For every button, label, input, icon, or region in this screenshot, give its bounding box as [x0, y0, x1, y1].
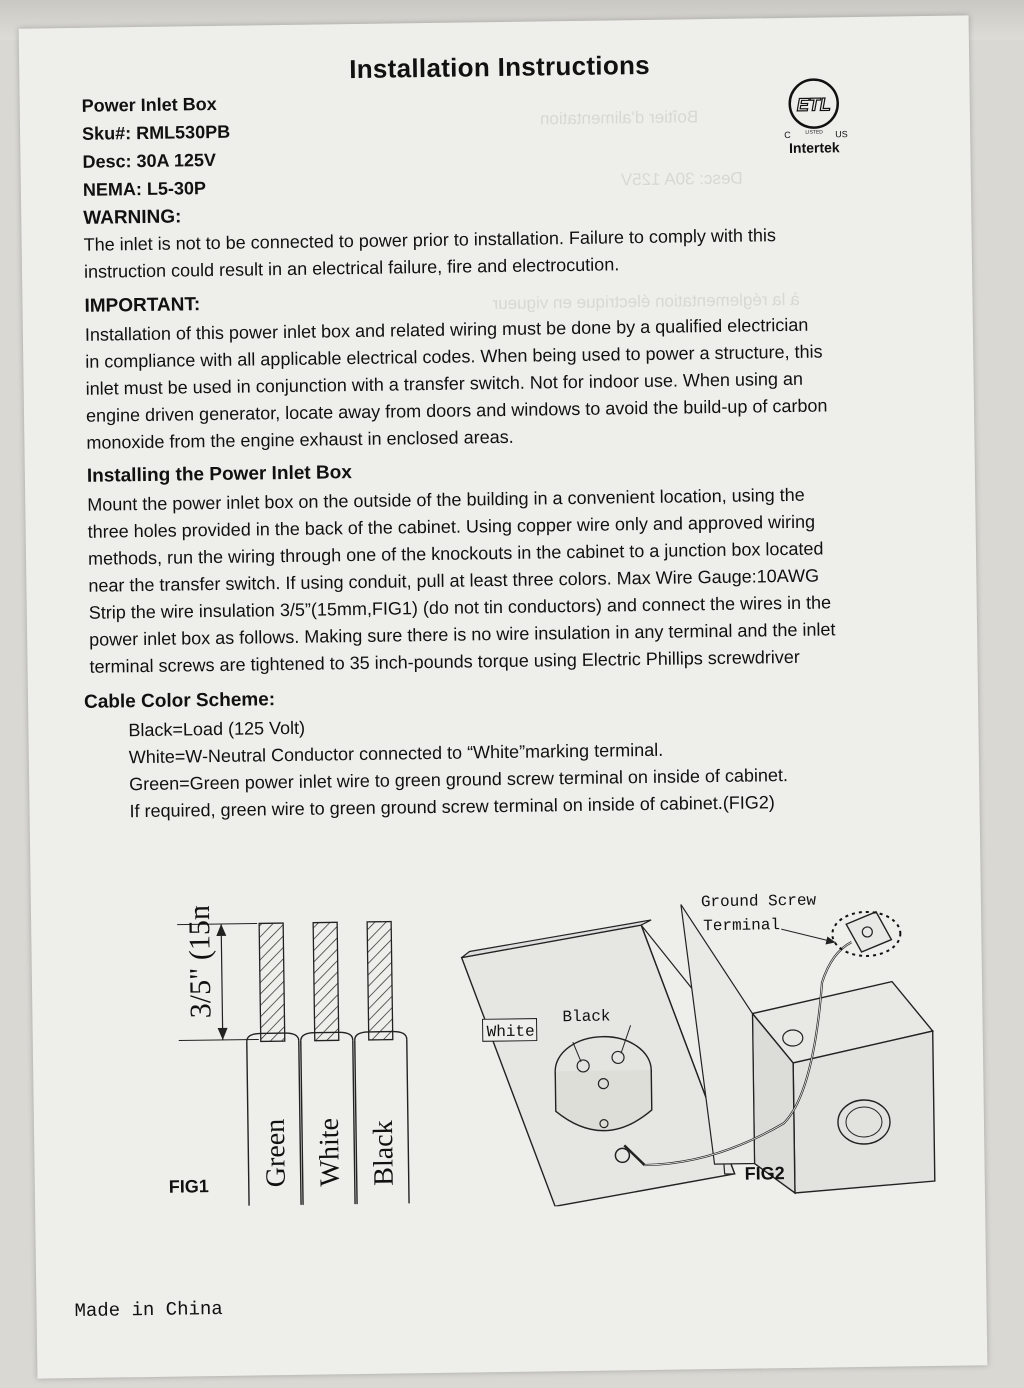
dimension-arrow-line [221, 924, 223, 1040]
cable-scheme-line: Black=Load (125 Volt) [128, 717, 306, 741]
intertek-label: Intertek [788, 139, 840, 156]
installing-text [87, 481, 836, 680]
instruction-sheet [19, 15, 988, 1378]
ground-screw-label: Ground Screw [700, 891, 817, 912]
important-line: inlet must be used in conjunction with a transfer switch. Not for indoor use. When using an [85, 368, 804, 399]
product-nema: NEMA: L5-30P [82, 178, 207, 200]
installing-line: power inlet box as follows. Making sure there is no wire insulation in any terminal and the inlet [89, 619, 836, 650]
wire-label-black: Black [367, 1120, 400, 1186]
product-name: Power Inlet Box [81, 93, 217, 116]
etl-logo-icon [778, 75, 849, 140]
important-heading: IMPORTANT: [84, 294, 201, 317]
warning-text [83, 222, 776, 286]
fig2-drawing [450, 861, 945, 1208]
cable-scheme-line: If required, green wire to green ground screw terminal on inside of cabinet.(FIG2) [129, 792, 775, 822]
important-line: engine driven generator, locate away from doors and windows to avoid the build-up of carbon [85, 395, 828, 426]
installing-line: near the transfer switch. If using conduit, pull at least three colors. Max Wire Gauge:10AWG [88, 565, 820, 596]
bleed-through-text: Boîtier d'alimentation [539, 107, 699, 129]
wire-label-white: White [313, 1117, 346, 1187]
bleed-through-text: Desc: 30A 125V [620, 168, 743, 190]
fig1-wire-strip-diagram [121, 903, 425, 1227]
fig2-black-label: Black [562, 1007, 611, 1027]
terminal-label: Terminal [703, 916, 781, 936]
fig2-inlet-box-diagram [450, 861, 945, 1228]
etl-logo-text: ETL [796, 94, 831, 115]
installing-line: terminal screws are tightened to 35 inch-pounds torque using Electric Phillips screwdriver [89, 646, 800, 677]
important-text [85, 311, 828, 456]
installing-line: Strip the wire insulation 3/5”(15mm,FIG1) (do not tin conductors) and connect the wires in the [88, 592, 832, 623]
important-line: monoxide from the engine exhaust in enclosed areas. [86, 426, 514, 453]
cable-scheme-line: White=W-Neutral Conductor connected to “White”marking terminal. [128, 739, 664, 768]
origin-text: Made in China [74, 1297, 223, 1323]
cable-scheme-line: Green=Green power inlet wire to green ground screw terminal on inside of cabinet. [129, 765, 789, 795]
important-line: Installation of this power inlet box and related wiring must be done by a qualified electrician [84, 314, 809, 345]
installing-line: methods, run the wiring through one of the knockouts in the cabinet to a junction box located [87, 538, 824, 569]
product-header [82, 90, 232, 204]
cable-scheme-heading: Cable Color Scheme: [83, 689, 276, 713]
dimension-arrow-up-icon [216, 924, 226, 936]
warning-line: The inlet is not to be connected to power prior to installation. Failure to comply with this [83, 225, 777, 255]
etl-certification-mark [771, 75, 856, 156]
white-wire [299, 922, 355, 1205]
green-wire [245, 923, 301, 1206]
black-wire [353, 921, 409, 1204]
warning-heading: WARNING: [83, 206, 182, 229]
ground-terminal [846, 912, 892, 953]
fig2-white-label: White [486, 1022, 535, 1042]
strip-length-label: 3/5" (15mm) [182, 903, 218, 1019]
bleed-through-text: à la réglementation électrique en vigueur [492, 289, 800, 314]
product-sku: Sku#: RML530PB [81, 121, 231, 144]
fig2-label: FIG2 [744, 1163, 785, 1184]
wire-label-green: Green [259, 1118, 292, 1188]
installing-line: three holes provided in the back of the cabinet. Using copper wire only and approved wiring [87, 511, 816, 542]
warning-line: instruction could result in an electrical failure, fire and electrocution. [83, 254, 620, 282]
etl-c-mark: C [784, 129, 791, 141]
important-line: in compliance with all applicable electrical codes. When being used to power a structure, this [85, 341, 823, 372]
installing-heading: Installing the Power Inlet Box [86, 462, 352, 487]
etl-listed-mark: LISTED [805, 129, 823, 136]
installing-line: Mount the power inlet box on the outside of the building in a convenient location, using the [87, 484, 805, 515]
fig1-label: FIG1 [168, 1176, 209, 1197]
dimension-arrow-down-icon [218, 1028, 228, 1040]
callout-arrow-icon [825, 936, 835, 944]
product-desc: Desc: 30A 125V [82, 149, 217, 172]
page-title: Installation Instructions [349, 49, 651, 85]
fig1-drawing [121, 903, 425, 1227]
etl-us-mark: US [835, 129, 848, 140]
cable-scheme-list [128, 708, 788, 825]
